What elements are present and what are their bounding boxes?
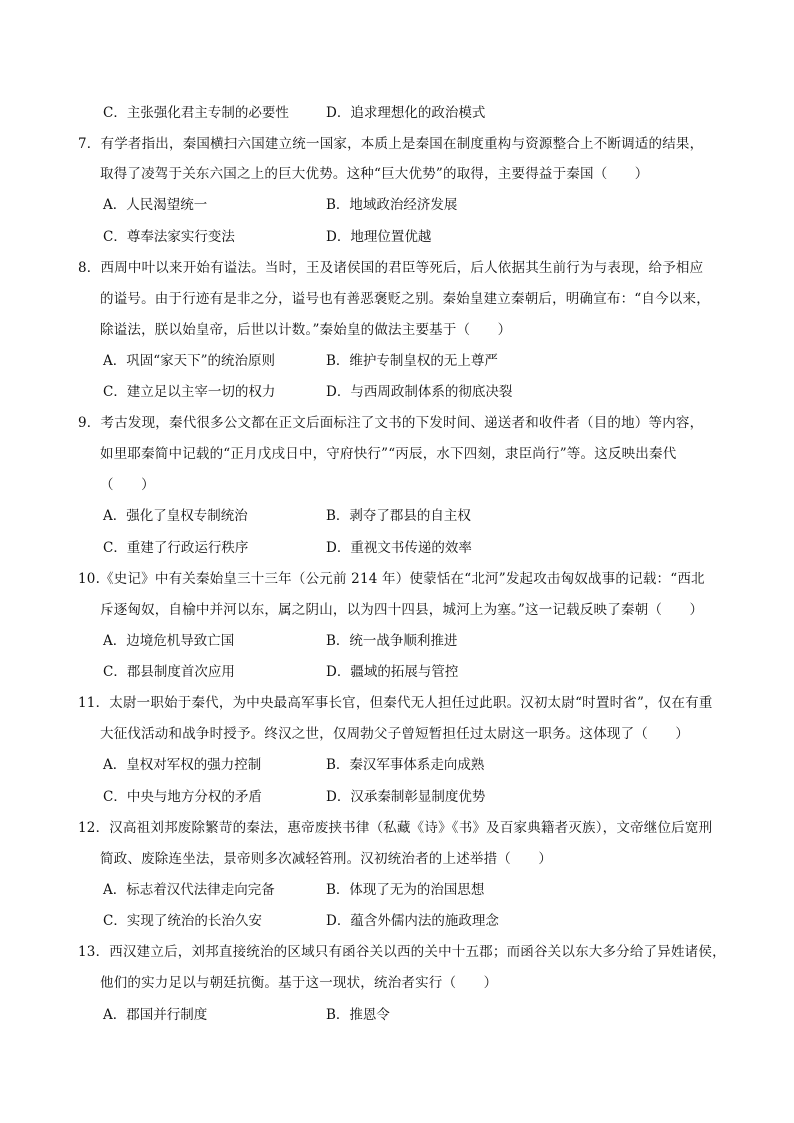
q12-option-c[interactable]: C．实现了统治的长治久安 [103,913,262,929]
q12-option-b[interactable]: B．体现了无为的治国思想 [326,882,485,898]
q13-stem-line-2: 他们的实力足以与朝廷抗衡。基于这一现状，统治者实行（ ） [100,975,498,991]
q9-stem-line-1: 9．考古发现，秦代很多公文都在正文后面标注了文书的下发时间、递送者和收件者（目的地）等内容， [78,415,704,431]
q6-option-c[interactable]: C．主张强化君主专制的必要性 [103,105,289,121]
q12-option-a[interactable]: A．标志着汉代法律走向完备 [103,882,275,898]
q8-stem-line-2: 的谥号。由于行迹有是非之分，谥号也有善恶褒贬之别。秦始皇建立秦朝后，明确宣布：“自今以来， [100,291,710,307]
q10-option-d[interactable]: D．疆域的拓展与管控 [326,664,459,680]
q10-stem-line-2: 斥逐匈奴，自榆中并河以东，属之阴山，以为四十四县，城河上为塞。”这一记载反映了秦朝（ ） [100,602,704,618]
q8-stem-line-1: 8．西周中叶以来开始有谥法。当时，王及诸侯国的君臣等死后，后人依据其生前行为与表现，给予相应 [78,260,704,276]
q8-option-d[interactable]: D．与西周政制体系的彻底决裂 [326,384,513,400]
q12-stem-line-2: 简政、废除连坐法，景帝则多次减轻笞刑。汉初统治者的上述举措（ ） [100,851,553,867]
q10-option-a[interactable]: A．边境危机导致亡国 [103,633,235,649]
q9-stem-line-2: 如里耶秦简中记载的“正月戊戌日中，守府快行”“丙辰，水下四刻，隶臣尚行”等。这反映出秦代 [100,446,677,462]
q10-option-c[interactable]: C．郡县制度首次应用 [103,664,235,680]
q13-option-a[interactable]: A．郡国并行制度 [103,1007,208,1023]
q8-stem-line-3: 除谥法，朕以始皇帝，后世以计数。”秦始皇的做法主要基于（ ） [100,322,512,338]
q8-option-b[interactable]: B．维护专制皇权的无上尊严 [326,353,498,369]
q9-option-c[interactable]: C．重建了行政运行秩序 [103,540,249,556]
q12-option-d[interactable]: D．蕴含外儒内法的施政理念 [326,913,499,929]
q7-option-d[interactable]: D．地理位置优越 [326,229,432,245]
q13-stem-line-1: 13．西汉建立后，刘邦直接统治的区域只有函谷关以西的关中十五郡；而函谷关以东大多分给了异姓诸侯， [78,944,726,960]
q7-stem-line-2: 取得了凌驾于关东六国之上的巨大优势。这种“巨大优势”的取得，主要得益于秦国（ ） [100,166,649,182]
q7-option-b[interactable]: B．地域政治经济发展 [326,197,458,213]
q9-option-a[interactable]: A．强化了皇权专制统治 [103,508,248,524]
q10-option-b[interactable]: B．统一战争顺利推进 [326,633,458,649]
q6-option-d[interactable]: D．追求理想化的政治模式 [326,105,486,121]
q9-stem-line-3: （ ） [100,477,155,493]
q8-option-c[interactable]: C．建立足以主宰一切的权力 [103,384,276,400]
q11-option-c[interactable]: C．中央与地方分权的矛盾 [103,789,262,805]
q12-stem-line-1: 12．汉高祖刘邦废除繁苛的秦法，惠帝废挟书律（私藏《诗》《书》及百家典籍者灭族），文帝继位后宽刑 [78,820,713,836]
q7-option-c[interactable]: C．尊奉法家实行变法 [103,229,235,245]
q8-option-a[interactable]: A．巩固“家天下”的统治原则 [103,353,276,369]
q7-stem-line-1: 7．有学者指出，秦国横扫六国建立统一国家，本质上是秦国在制度重构与资源整合上不断调适的结果， [78,136,704,152]
q11-stem-line-2: 大征伐活动和战争时授予。终汉之世，仅周勃父子曾短暂担任过太尉这一职务。这体现了（ ） [100,726,690,742]
q9-option-b[interactable]: B．剥夺了郡县的自主权 [326,508,471,524]
q11-option-d[interactable]: D．汉承秦制彰显制度优势 [326,789,486,805]
q9-option-d[interactable]: D．重视文书传递的效率 [326,540,472,556]
q11-option-b[interactable]: B．秦汉军事体系走向成熟 [326,757,485,773]
q13-option-b[interactable]: B．推恩令 [326,1007,390,1023]
q7-option-a[interactable]: A．人民渴望统一 [103,197,208,213]
q11-option-a[interactable]: A．皇权对军权的强力控制 [103,757,262,773]
q10-stem-line-1: 10.《史记》中有关秦始皇三十三年（公元前 214 年）使蒙恬在“北河”发起攻击匈奴战事的记载：“西北 [78,571,705,587]
q11-stem-line-1: 11．太尉一职始于秦代，为中央最高军事长官，但秦代无人担任过此职。汉初太尉“时置时省”，仅在有重 [78,695,713,711]
